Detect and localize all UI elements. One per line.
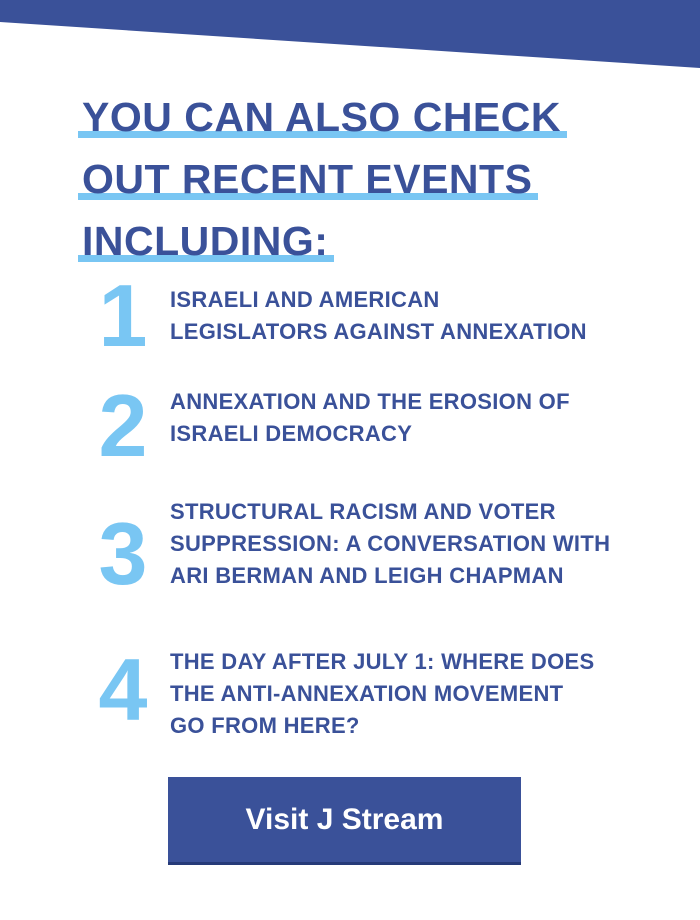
- event-title-line: ISRAELI DEMOCRACY: [170, 421, 413, 446]
- visit-j-stream-button[interactable]: Visit J Stream: [168, 777, 521, 865]
- event-title-line: THE DAY AFTER JULY 1: WHERE DOES: [170, 649, 595, 674]
- event-title-line: LEGISLATORS AGAINST ANNEXATION: [170, 319, 587, 344]
- section-heading: [78, 86, 567, 272]
- decorative-top-band: [0, 0, 700, 70]
- event-item-1: [92, 266, 652, 370]
- event-item-3: [92, 484, 652, 604]
- event-title: [170, 386, 650, 450]
- event-title: [170, 496, 650, 592]
- event-title: [170, 646, 650, 742]
- event-title-line: STRUCTURAL RACISM AND VOTER: [170, 499, 556, 524]
- event-title-line: SUPPRESSION: A CONVERSATION WITH: [170, 531, 611, 556]
- event-number: 2: [98, 376, 148, 475]
- event-number: 3: [98, 504, 148, 603]
- event-number: 4: [98, 640, 148, 739]
- event-title-line: ARI BERMAN AND LEIGH CHAPMAN: [170, 563, 564, 588]
- heading-line-1: YOU CAN ALSO CHECK: [78, 86, 567, 148]
- heading-line-3: INCLUDING:: [78, 210, 334, 272]
- event-item-4: [92, 634, 652, 754]
- event-item-2: [92, 372, 652, 475]
- event-title-line: THE ANTI-ANNEXATION MOVEMENT: [170, 681, 564, 706]
- event-number: 1: [98, 266, 148, 365]
- event-title-line: GO FROM HERE?: [170, 713, 360, 738]
- event-title-line: ANNEXATION AND THE EROSION OF: [170, 389, 570, 414]
- event-title-line: ISRAELI AND AMERICAN: [170, 287, 440, 312]
- event-title: [170, 284, 650, 348]
- heading-line-2: OUT RECENT EVENTS: [78, 148, 538, 210]
